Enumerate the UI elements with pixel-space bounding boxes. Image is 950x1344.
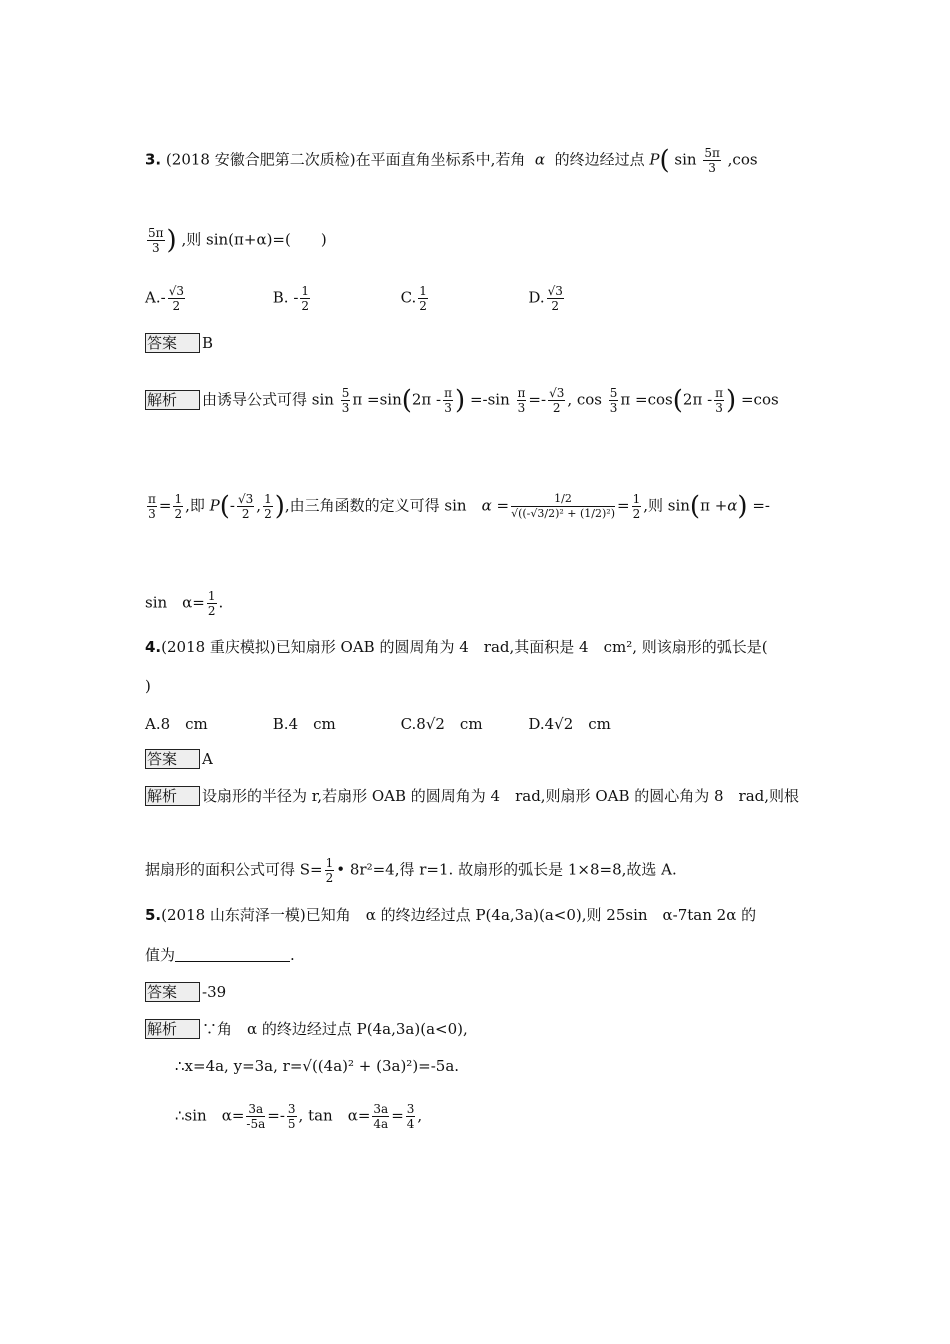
question-number: 3. — [145, 150, 162, 169]
question-number: 5. — [145, 906, 162, 924]
q3-stem-line2 — [145, 226, 327, 255]
q5-answer — [145, 982, 226, 1002]
q5-stem: 5.(2018 山东菏泽一模)已知角 α 的终边经过点 P(4a,3a)(a<0),则 25sin α-7tan 2α 的 — [145, 906, 757, 924]
option-b: B.4 cm — [272, 715, 336, 733]
answer-tag: 答案 — [145, 749, 200, 769]
answer-value: -39 — [202, 983, 227, 1001]
analysis-text: 由诱导公式可得 — [202, 390, 308, 409]
q5-analysis-line3: ∴sin α= $\frac{3a}{-5a}$ =- $\frac{3}{5}$ , tan α= $\frac{3a}{4a}$ = $\frac{3}{4}$ , — [175, 1102, 423, 1131]
point-p: P — [649, 150, 660, 169]
q3-stem-line1 — [145, 146, 758, 175]
q3-answer — [145, 333, 213, 353]
q5-analysis-line2: ∴x=4a, y=3a, r=√((4a)² + (3a)²)=-5a. — [175, 1057, 460, 1075]
answer-blank — [175, 947, 290, 962]
paren-left: ( — [659, 145, 670, 176]
fraction: $\frac{5\pi}{3}$ — [704, 146, 720, 175]
q4-options — [145, 714, 651, 734]
math-expr: ,cos — [727, 150, 758, 169]
option-d: D. $\frac{√3}{2}$ — [528, 284, 563, 313]
answer-tag: 答案 — [145, 333, 200, 353]
option-a: A.- $\frac{√3}{2}$ — [145, 284, 184, 313]
analysis-tag: 解析 — [145, 390, 200, 410]
fraction: $\frac{5\pi}{3}$ — [148, 226, 164, 255]
q3-stem-text2: 的终边经过点 — [554, 150, 645, 169]
option-c: C.8√2 cm — [400, 715, 483, 733]
option-b: B. - $\frac{1}{2}$ — [272, 284, 310, 313]
answer-tag: 答案 — [145, 982, 200, 1002]
question-number: 4. — [145, 638, 162, 656]
q4-stem-end: ) — [145, 677, 151, 695]
q3-analysis-line1: 解析 由诱导公式可得 sin $\frac{5}{3}$ π =sin(2π - $\frac{\pi}{3}$ ) =-sin $\frac{\pi}{3}$ =- $\frac{√3}{2}$ , cos $\frac{5}{3}$ π =cos(2π - $\frac{\pi}{3}$ ) =cos — [147, 385, 779, 416]
alpha-symbol: α — [530, 150, 550, 169]
q5-stem2: 值为 . — [145, 946, 295, 964]
q3-stem-text3: ,则 sin(π+α)=( ) — [181, 230, 327, 249]
analysis-tag: 解析 — [145, 1019, 200, 1039]
option-a: A.8 cm — [145, 715, 208, 733]
q3-options — [145, 284, 651, 313]
math-expr: sin — [674, 150, 697, 169]
q3-stem-text: (2018 安徽合肥第二次质检)在平面直角坐标系中,若角 — [165, 150, 526, 169]
option-d: D.4√2 cm — [528, 715, 611, 733]
option-c: C. $\frac{1}{2}$ — [400, 284, 427, 313]
q4-stem: 4.(2018 重庆模拟)已知扇形 OAB 的圆周角为 4 rad,其面积是 4 cm², 则该扇形的弧长是( — [145, 638, 768, 656]
answer-value: A — [202, 750, 213, 768]
q3-analysis-line2: $\frac{\pi}{3}$ = $\frac{1}{2}$ ,即 P(- $\frac{√3}{2}$ , $\frac{1}{2}$ ),由三角函数的定义可得 sin α = $\frac{1/2}{\text{√((-√3/2)² + (1/2)²)}}$ = $\frac{1}{2}$ ,则 sin(π +α) =- — [148, 491, 770, 522]
q4-answer — [145, 749, 213, 769]
q4-analysis-line1: 解析 设扇形的半径为 r,若扇形 OAB 的圆周角为 4 rad,则扇形 OAB 的圆心角为 8 rad,则根 — [147, 787, 800, 805]
paren-right: ) — [166, 225, 177, 256]
q5-analysis-line1: 解析 ∵角 α 的终边经过点 P(4a,3a)(a<0), — [147, 1020, 468, 1038]
analysis-tag: 解析 — [145, 786, 200, 806]
answer-value: B — [202, 334, 214, 352]
q3-analysis-line3: sin α= $\frac{1}{2}$ . — [145, 589, 224, 618]
q4-analysis-line2: 据扇形的面积公式可得 S= $\frac{1}{2}$ • 8r²=4,得 r=1. 故扇形的弧长是 1×8=8,故选 A. — [145, 856, 677, 885]
